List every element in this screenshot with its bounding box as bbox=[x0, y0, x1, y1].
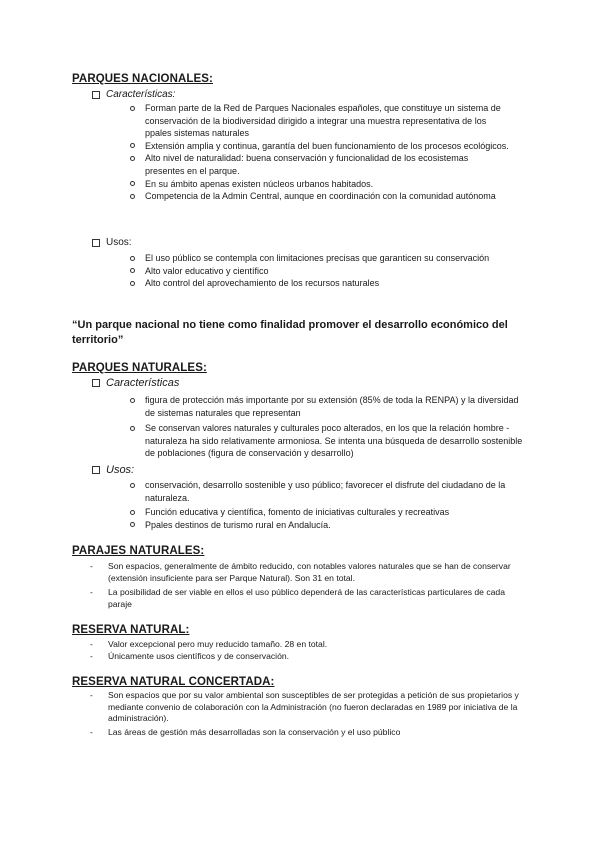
list-caracteristicas-naturales bbox=[130, 394, 525, 460]
checkbox-square-icon bbox=[92, 91, 100, 99]
heading-parajes-naturales: PARAJES NATURALES: bbox=[72, 545, 205, 557]
checkbox-item-usos-naturales bbox=[92, 464, 134, 476]
list-item: - La posibilidad de ser viable en ellos el uso público dependerá de las características particulares de cada paraje bbox=[90, 587, 530, 610]
checkbox-item-usos-nacionales bbox=[92, 237, 132, 248]
list-item: conservación, desarrollo sostenible y uso público; favorecer el disfrute del ciudadano de la naturaleza. bbox=[130, 479, 525, 504]
label-usos-nacionales: Usos: bbox=[106, 237, 132, 248]
list-item: - Valor excepcional pero muy reducido tamaño. 28 en total. bbox=[90, 639, 530, 651]
list-item: - Las áreas de gestión más desarrolladas son la conservación y el uso público bbox=[90, 727, 530, 739]
checkbox-square-icon bbox=[92, 239, 100, 247]
list-item: Forman parte de la Red de Parques Nacionales españoles, que constituye un sistema de conservación de la biodiversidad dirigido a integrar una muestra representativa de los ppales sistemas naturales bbox=[130, 102, 510, 140]
list-caracteristicas-nacionales bbox=[130, 102, 510, 203]
label-usos-naturales: Usos: bbox=[106, 464, 135, 476]
checkbox-square-icon bbox=[92, 379, 100, 387]
list-item: Función educativa y científica, fomento de iniciativas culturales y recreativas bbox=[130, 506, 525, 519]
list-item: Alto control del aprovechamiento de los recursos naturales bbox=[130, 277, 510, 290]
list-parajes-naturales bbox=[90, 561, 530, 610]
list-item: Se conservan valores naturales y culturales poco alterados, en los que la relación hombre - naturaleza ha sido relativamente armoniosa. Se intenta una búsqueda de desarrollo sostenible de poblaciones (figura de conservación y desarrollo) bbox=[130, 422, 525, 460]
quote-parque-nacional: “Un parque nacional no tiene como finalidad promover el desarrollo económico del territorio” bbox=[72, 319, 508, 346]
list-item: Ppales destinos de turismo rural en Andalucía. bbox=[130, 519, 525, 532]
list-item: En su ámbito apenas existen núcleos urbanos habitados. bbox=[130, 178, 510, 191]
heading-reserva-natural-concertada: RESERVA NATURAL CONCERTADA: bbox=[72, 676, 275, 688]
list-item: - Son espacios que por su valor ambiental son susceptibles de ser protegidas a petición de sus propietarios y mediante convenio de colaboración con la Administración (no fueron declaradas en 1989 por iniciativa de la administración). bbox=[90, 690, 530, 725]
checkbox-item-caracteristicas-nacionales bbox=[92, 89, 175, 100]
label-caracteristicas-naturales: Características bbox=[106, 377, 180, 389]
list-item: El uso público se contempla con limitaciones precisas que garanticen su conservación bbox=[130, 252, 510, 265]
list-usos-nacionales bbox=[130, 252, 510, 290]
list-reserva-natural bbox=[90, 639, 530, 662]
list-item: Competencia de la Admin Central, aunque en coordinación con la comunidad autónoma bbox=[130, 190, 510, 203]
list-item: Alto valor educativo y científico bbox=[130, 265, 510, 278]
list-item: figura de protección más importante por su extensión (85% de toda la RENPA) y la diversidad de sistemas naturales que representan bbox=[130, 394, 525, 419]
list-usos-naturales bbox=[130, 479, 525, 531]
checkbox-square-icon bbox=[92, 466, 100, 474]
list-item: Alto nivel de naturalidad: buena conservación y funcionalidad de los ecosistemas presentes en el parque. bbox=[130, 152, 510, 177]
heading-reserva-natural: RESERVA NATURAL: bbox=[72, 624, 190, 636]
heading-parques-naturales: PARQUES NATURALES: bbox=[72, 362, 207, 374]
list-reserva-natural-concertada bbox=[90, 690, 530, 738]
list-item: - Únicamente usos científicos y de conservación. bbox=[90, 651, 530, 663]
list-item: Extensión amplia y continua, garantía del buen funcionamiento de los procesos ecológicos. bbox=[130, 140, 510, 153]
list-item: - Son espacios, generalmente de ámbito reducido, con notables valores naturales que se han de conservar (extensión insuficiente para ser Parque Natural). Son 31 en total. bbox=[90, 561, 530, 584]
label-caracteristicas-nacionales: Características: bbox=[106, 89, 176, 100]
checkbox-item-caracteristicas-naturales bbox=[92, 377, 179, 389]
heading-parques-nacionales: PARQUES NACIONALES: bbox=[72, 73, 213, 85]
